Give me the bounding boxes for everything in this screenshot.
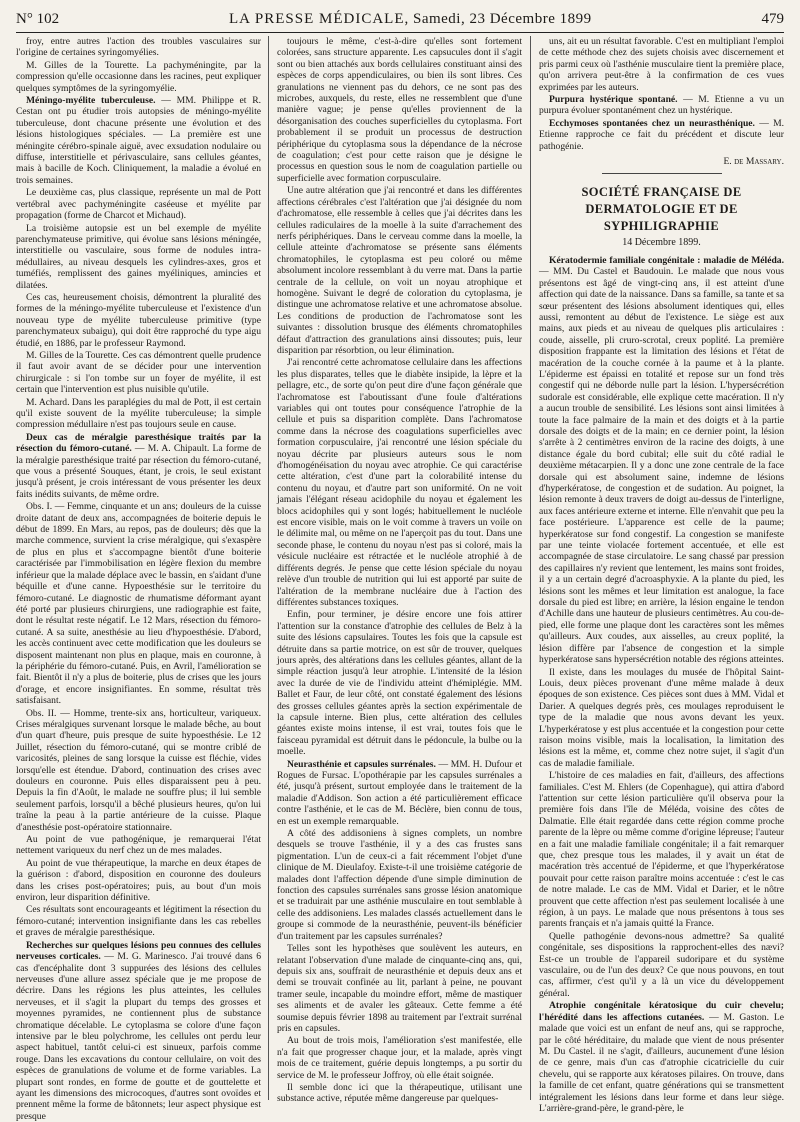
section-heading: Deux cas de méralgie paresthésique traités par la résection du fémoro-cutané. <box>16 431 261 455</box>
author-signature: E. de Massary. <box>723 156 784 168</box>
paragraph <box>16 501 261 706</box>
section-heading: Méningo-myélite tuberculeuse. <box>26 95 156 107</box>
issue-date: , Samedi, 23 Décembre 1899 <box>404 10 592 27</box>
paragraph <box>16 858 261 904</box>
paragraph-text: Le deuxième cas, plus classique, représente un mal de Pott vertébral avec pachyméningite caséeuse et myélite par propagation (forme de Charcot et Michaud). <box>16 187 261 222</box>
paragraph <box>277 943 522 1034</box>
paragraph <box>16 940 261 1122</box>
section-heading: Atrophie congénitale kératosique du cuir chevelu; l'hérédité dans les affections cutanées. <box>539 1000 784 1023</box>
paragraph-text: J'ai rencontré cette achromatose cellulaire dans les affections les plus disparates, telles que le diabète insipide, la lèpre et la pellagre, etc., de sorte qu'on peut dire d'une façon générale que l'achromatose est l'aboutissant d'une foule d'altérations variables qui ont toutes pour conséquence l'atrophie de la cellule et puis sa disparition complète. Dans l'achromatose comme dans la nécrose des coagulations superficielles avec formation corpusculaire, j'ai rencontré une lésion spéciale du noyau décrite par plusieurs auteurs sous le nom d'homogénéisation du noyau avec atrophie. Ce qui caractérise cette altération, c'est d'une part la colorabilité intense du contenu du noyau, et d'autre part son uniformité. On ne voit jamais l'élégant réseau acidophile du noyau et également les blocs acidophiles qui y sont logés; habituellement le nucléole est encore visible, mais on le voit comme à travers un voile on le délimite mal, ou même on ne l'aperçoit pas du tout. Dans une seconde phase, le contenu du noyau n'est pas si coloré, mais la vésicule nucléaire est rétractée et le nucléole atrophié à de différents degrés. Je pense que cette lésion spéciale du noyau relève d'un trouble de nutrition qui lui est apporté par suite de l'altération de la membrane nucléaire due à l'action des différentes substances toxiques. <box>277 357 522 608</box>
paragraph <box>16 904 261 938</box>
paragraph <box>539 255 784 666</box>
paragraph <box>16 95 261 186</box>
paragraph <box>539 94 784 117</box>
section-heading: Neurasthénie et capsules surrénales. <box>287 758 436 770</box>
paragraph-text: — MM. Philippe et R. Cestan ont pu étudier trois autopsies de méningo-myélite tuberculeuse, dont chacune présente une évolution et des lésions histologiques spéciales. — La première est une méningite cérébro-spinale aiguë, avec exsudation nodulaire ou diffuse, interstitielle et périvasculaire, sans cellules géantes, mais à bacille de Koch. Cliniquement, la maladie a évolué en trois semaines. <box>16 95 262 186</box>
column-2 <box>277 36 522 1105</box>
paragraph <box>539 1000 784 1114</box>
column-3-body <box>539 255 784 1114</box>
paragraph <box>16 834 261 857</box>
paragraph <box>539 667 784 770</box>
paragraph <box>16 708 261 833</box>
paragraph <box>277 357 522 608</box>
paragraph-text: — M. G. Marinesco. J'ai trouvé dans 6 cas d'encéphalite dont 3 suppurées des lésions des cellules nerveuses d'une allure assez spéciale que je me propose de décrire. Dans les régions les plus atteintes, les cellules nerveuses, et il s'agit la plupart du temps des grosses et moyennes pyramides, ne contiennent plus de substance chromatique décelable. Le cytoplasma se colore d'une façon intensive par le bleu polychrome, les cellules ont perdu leur aspect habituel, tantôt celui-ci est sinueux, parfois comme rouge. Dans les excavations du contour cellulaire, on voit des espèces de granulations de volume et de forme variables. La plupart sont rondes, en forme de goutte et de gouttelette et ayant les dimensions des microcoques, d'autres sont ovoïdes et prennent même la forme de bâtonnets; leur aspect physique est presque <box>16 951 261 1122</box>
paragraph-text: M. Achard. Dans les paraplégies du mal de Pott, il est certain qu'il existe souvent de la myélite tuberculeuse; la simple compression médullaire n'est pas toujours seule en cause. <box>16 396 261 431</box>
paragraph <box>16 60 261 94</box>
paragraph-text: froy, entre autres l'action des troubles vasculaires sur l'origine de certaines syringomyélies. <box>16 36 261 59</box>
section-heading: Purpura hystérique spontané. <box>549 94 678 106</box>
paragraph <box>539 770 784 930</box>
page-number: 479 <box>761 10 784 27</box>
section-heading: Kératodermie familiale congénitale : maladie de Méléda. <box>549 254 784 266</box>
paragraph <box>277 1082 522 1105</box>
paragraph-text: A côté des addisoniens à signes complets, un nombre desquels se trouve l'asthénie, il y a des cas frustes sans pigmentation. L'un de ceux-ci a fait récemment l'objet d'une clinique de M. Dieulafoy. Existe-t-il une troisième catégorie de malades dont l'affection dépende d'une simple diminution de fonction des capsules surrénales sans grosse lésion anatomique et se traduirait par une asthénie musculaire en tout semblable à celle des addisoniens. Les malades classés actuellement dans le groupe si commode de la neurasthénie, peuvent-ils bénéficier d'un traitement par les capsules surrénales? <box>277 828 522 942</box>
paragraph <box>277 36 522 184</box>
paragraph <box>16 432 261 500</box>
paragraph <box>277 609 522 757</box>
paragraph-text: — MM. Du Castel et Baudouin. Le malade que nous vous présentons est âgé de vingt-cinq ans, il est atteint d'une affection qui date de la naissance. Dans sa famille, sa tante et sa sœur présentent des lésions absolument identiques qui, elles aussi, remontent au début de l'existence. Le siège est aux mains, aux pieds et au niveau de quelques plis articulaires : coude, aisselle, pli cruro-scrotal, creux poplité. La première disposition frappante est la limitation des lésions et l'état de macération de la couche cornée à la paume et à la plante. L'épiderme est épaissi en totalité et repose sur un fond très congestif qui ne déborde nulle part la lésion. L'hypersécrétion sudorale est considérable, elle explique cette macération. Il n'y a aucun trouble de sensibilité. Les lésions sont ainsi limitées à toute la face palmaire de la main et des doigts et à la partie dorsale des doigts et de la main; en ce dernier point, la lésion s'arrête à 2 centimètres environ de la racine des doigts, à une distance égale du bord cubital; elle suit du côté radial le deuxième métacarpien. Il y a donc une zone centrale de la face dorsale qui est absolument saine, indemne de lésions d'hyperkératose, de congestion et de sudation. Au poignet, la lésion remonte à deux travers de doigt au-dessus de l'interligne, aux faces antérieure externe et interne. Elle n'envahit que peu la face postérieure. L'apparence est celle de la paume; hyperkératose sur fond congestif. La congestion se manifeste par une teinte violacée fortement accentuée, et elle est accompagnée de stase circulatoire. Le sang chassé par pression des capillaires n'y revient que lentement, les mains sont froides, il y a un certain degré d'acroasphyxie. A la plante du pied, les lésions sont les mêmes et leur limitation est analogue, la face dorsale du pied est libre; en arrière, la lésion engaine le tendon d'Achille dans une hauteur de plusieurs centimètres. Au cou-de-pied, elle forme une plaque dont les caractères sont les mêmes qu'ailleurs. Aux coudes, aux aisselles, au creux poplité, la lésion diffère par l'absence de congestion et la simple hyperkératose sans hypersécrétion notable des régions atteintes. <box>539 266 784 666</box>
paragraph-text: — MM. H. Dufour et Rogues de Fursac. L'opothérapie par les capsules surrénales a été, jusqu'à présent, surtout employée dans le traitement de la maladie d'Addison. Son action a été particulièrement efficace contre l'asthénie, et le cas de M. Béclère, bien connu de tous, en est un exemple remarquable. <box>277 758 522 827</box>
paragraph <box>277 759 522 827</box>
column-divider <box>268 36 269 1100</box>
column-3-top <box>539 36 784 152</box>
paragraph <box>539 118 784 152</box>
masthead <box>16 6 784 33</box>
paragraph <box>16 36 261 59</box>
section-rule <box>602 173 722 174</box>
paragraph-text: — M. Gaston. Le malade que voici est un enfant de neuf ans, qui se rapproche, par le côté héréditaire, du malade que vient de nous présenter M. Du Castel. il ne s'agit, d'ailleurs, aucunement d'une lésion de ce genre, mais d'un cas d'atrophie cicatricielle du cuir chevelu, qui se rapporte aux kératoses pilaires. On trouve, dans la famille de cet enfant, quatre générations qui se transmettent intégralement les lésions dans leur forme et dans leur siège. L'arrière-grand-père, le grand-père, le <box>539 1011 784 1114</box>
column-3 <box>539 36 784 1114</box>
paragraph-text: — M. Etienne a vu un purpura évoluer spontanément chez un hystérique. <box>539 94 784 117</box>
paragraph-text: M. Gilles de la Tourette. Ces cas démontrent quelle prudence il faut avoir avant de se décider pour une intervention chirurgicale : si l'on tombe sur un foyer de myélite, il est certain que l'intervention est plus nuisible qu'utile. <box>16 349 261 396</box>
paragraph-text: Quelle pathogénie devons-nous admettre? Sa qualité congénitale, ses dispositions la rapprochent-elles des nævi? Est-ce un trouble de l'appareil sudoripare et du système vasculaire, ou de l'un des deux? Ce que nous pouvons, en tout cas, affirmer, c'est qu'il y a là un vice du développement général. <box>539 930 784 999</box>
paragraph-text: Au point de vue pathogénique, je remarquerai l'état nettement variqueux du nerf chez un de mes malades. <box>16 834 261 857</box>
paragraph-text: Au point de vue thérapeutique, la marche en deux étapes de la guérison : d'abord, disposition en couronne des douleurs dans les crises post-opératoires; puis, au bout d'un mois environ, leur disparition définitive. <box>16 857 261 904</box>
paragraph <box>16 292 261 349</box>
paragraph <box>277 828 522 942</box>
paragraph-text: Enfin, pour terminer, je désire encore une fois attirer l'attention sur la constance d'atrophie des cellules de Belz à la suite des lésions capsulaires. Toutes les fois que la capsule est détruite dans sa partie motrice, on est sûr de trouver, quelques jours après, des altérations dans les cellules géantes, allant de la simple réaction jusqu'à leur atrophie. L'intensité de la lésion avec la durée de vie de l'individu atteint d'hémiplégie. MM. Ballet et Faur, de leur côté, ont constaté également des lésions des grosses cellules géantes après la section expérimentale de la capsule interne. Bien plus, cette altération des cellules géantes existe moins intense, il est vrai, toutes fois que le faisceau pyramidal est détruit dans le pédoncule, la bulbe ou la moelle. <box>277 609 522 758</box>
column-divider <box>530 36 531 1100</box>
paragraph-text: Il semble donc ici que la thérapeutique, utilisant une substance active, réputée même dangereuse par quelques- <box>277 1081 522 1105</box>
paragraph-text: uns, ait eu un résultat favorable. C'est en multipliant l'emploi de cette méthode chez des sujets choisis avec discernement et pris parmi ceux où l'asthénie musculaire tient la première place, qu'on arrivera peut-être à la confirmation de ces vues exprimées par les auteurs. <box>539 36 784 93</box>
masthead-title <box>229 11 592 28</box>
section-heading: Ecchymoses spontanées chez un neurasthénique. <box>549 117 755 129</box>
paragraph-text: Ces résultats sont encourageants et légitiment la résection du fémoro-cutané; intervention insignifiante dans les cas rebelles et graves de méralgie paresthésique. <box>16 904 261 939</box>
paragraph-text: La troisième autopsie est un bel exemple de myélite parenchymateuse primitive, qui évolue sans lésions méningée, interstitielle ou vasculaire, sous forme de nodules intra-médullaires, au niveau desquels les cylindres-axes, gros et tuméfiés, remplissent des gaines myéliniques, amincies et dilatées. <box>16 222 261 291</box>
paragraph-text: Une autre altération que j'ai rencontré et dans les différentes affections cérébrales c'est l'altération que j'ai désignée du nom d'achromatose, elle ressemble à celles que j'ai décrites dans les cellules radiculaires de la moelle à la suite d'arrachement des nerfs périphériques. Dans le cerveau comme dans la moelle, la cellule atteinte d'achromatose se présente sans éléments chromatophiles, le cytoplasma est peu coloré ou même absolument incolore ressemblant à du verre mat. Dans la partie centrale de la cellule, on voit un noyau atrophique et homogène. Suivant le degré de coloration du cytoplasma, je distingue une achromatose relative et une achromatose absolue. Les conditions de production de l'achromatose sont les suivantes : dissolution brusque des éléments chromatophiles défaut d'attraction des granulations ainsi dissoutes; puis, leur disparition par résorbtion, ou leur élimination. <box>277 185 522 356</box>
paragraph-text: Obs. II. — Homme, trente-six ans, horticulteur, variqueux. Crises méralgiques survenant lorsque le malade bêche, au bout d'un quart d'heure, puis presque de suite hypoesthésie. Le 12 Juillet, résection du fémoro-cutané, qui se montre criblé de varicosités, pleines de sang lorsque la cuisse est fléchie, vides lorsqu'elle est étendue. D'abord, continuation des crises avec douleurs en couronne. Puis elles disparaissent peu à peu. Depuis la fin d'Août, le malade ne souffre plus; il lui semble seulement parfois, lorsqu'il a bêché plusieurs heures, qu'on lui traîne la peau à la partie antérieure de la cuisse. Plaque d'anesthésie post-opératoire stationnaire. <box>16 707 261 833</box>
paragraph-text: — M. Etienne rapproche ce fait du précédent et discute leur pathogénie. <box>539 117 784 152</box>
paragraph <box>277 1035 522 1081</box>
paragraph <box>539 931 784 999</box>
paragraph-text: Telles sont les hypothèses que soulèvent les auteurs, en relatant l'observation d'une malade de cinquante-cinq ans, qui, depuis six ans, souffrait de neurasthénie et depuis deux ans et demi se trouvait confinée au lit, parlant à peine, ne pouvant tramer seule, incapable du moindre effort, même de mastiquer ses aliments et de avaler les gâteaux. Cette femme a été soumise depuis février 1898 au traitement par l'extrait surrénal pris en capsules. <box>277 943 522 1034</box>
paragraph <box>16 397 261 431</box>
paragraph <box>16 187 261 221</box>
paragraph <box>16 350 261 396</box>
paragraph <box>539 36 784 93</box>
journal-name: LA PRESSE MÉDICALE <box>228 10 405 27</box>
paragraph-text: Obs. I. — Femme, cinquante et un ans; douleurs de la cuisse droite datant de deux ans, accompagnées de boiterie depuis le début de 1899. En Mars, au repos, pas de douleurs; dès que la marche commence, survient la crise méralgique, qui s'exaspère de plus en plus et s'accompagne bientôt d'une boiterie caractérisée par l'immobilisation en légère flexion du membre inférieur que la malade déplace avec le bassin, en s'aidant d'une béquille et d'une canne. Hypoesthésie sur le territoire du fémoro-cutané. Le diagnostic de rhumatisme déformant ayant été porté par plusieurs chirurgiens, une radiographie est faite, dont le résultat reste négatif. Le 12 Mars, résection du fémoro-cutané. A sa suite, anesthésie au lieu d'hypoesthésie. D'abord, les accès continuent avec cette modification que les douleurs se disposent maintenant non plus en plaque, mais en couronne, à la périphérie du fémoro-cutané. Puis, en Avril, l'amélioration se fait. Bientôt il n'y a plus de boiterie, plus de crises que les jours d'orage, et encore insignifiantes. En somme, résultat très satisfaisant. <box>16 501 261 707</box>
paragraph-text: L'histoire de ces maladies en fait, d'ailleurs, des affections familiales. C'est M. Ehlers (de Copenhague), qui attira d'abord l'attention sur cette lésion particulière qu'il observa pour la première fois dans l'île de Méléda, voisine des côtes de Dalmatie. Elle était regardée dans cette région comme proche parente de la lèpre ou même comme d'origine lépreuse; l'auteur en a fait une maladie familiale congénitale; il a fait remarquer que, chez presque tous les malades, il y avait un état de macération très accentué de l'épiderme, et que l'hyperkératose pouvait pour cette raison paraître moins accentuée : c'est le cas de notre malade. Le cas de MM. Vidal et Darier, et le nôtre prouvent que cette affection n'est pas seulement localisée à une région, à un pays. Le malade que nous présentons à tous ses parents français et n'a jamais quitté la France. <box>539 770 784 930</box>
column-1 <box>16 36 262 1122</box>
paragraph <box>277 185 522 356</box>
paragraph-text: Il existe, dans les moulages du musée de l'hôpital Saint-Louis, deux pièces provenant d'une même malade à deux époques de son existence. Ces pièces sont dues à MM. Vidal et Darier. A quelques degrés près, ces moulages reproduisent le type de la maladie que nous avons devant les yeux. L'hyperkératose y est plus accentuée et la congestion pour cette raison moins visible, mais la localisation, la limitation des lésions est la même, et, comme chez notre sujet, il s'agit d'un cas de maladie familiale. <box>539 666 784 769</box>
session-date: 14 Décembre 1899. <box>622 237 701 249</box>
paragraph-text: M. Gilles de la Tourette. La pachyméningite, par la compression qu'elle occasionne dans les racines, peut expliquer quelques symptômes de la syringomyélie. <box>16 59 261 94</box>
paragraph-text: Ces cas, heureusement choisis, démontrent la pluralité des formes de la méningo-myélite tuberculeuse et l'existence d'un nouveau type de myélite tuberculeuse primitive (type parenchymateux subaigu), qui doit être rapproché du type aigu étudié, en 1886, par le professeur Raymond. <box>16 291 261 349</box>
issue-number: N° 102 <box>16 10 60 27</box>
society-heading: SOCIÉTÉ FRANÇAISE DE DERMATOLOGIE ET DE SYPHILIGRAPHIE <box>581 185 742 234</box>
paragraph <box>16 223 261 291</box>
section-heading: Recherches sur quelques lésions peu connues des cellules nerveuses corticales. <box>16 939 261 963</box>
paragraph-text: Au bout de trois mois, l'amélioration s'est manifestée, elle n'a fait que progresser chaque jour, et la malade, après vingt mois de ce traitement, guérie depuis longtemps, a pu sortir du service de M. le professeur Joffroy, où elle était soignée. <box>277 1035 522 1081</box>
paragraph-text: toujours le même, c'est-à-dire qu'elles sont fortement colorées, sans structure apparente. Les capsucules dont il s'agit sont ou bien attachés aux bords cellulaires constituant ainsi des espèces de corps appendiculaires, ou bien ils sont libres. Ces granulations ne viennent pas du dehors, ce ne sont pas des microbes, auxquels, du reste, elles ne ressemblent que d'une manière vague; je pense qu'elles proviennent de la désorganisation des couches superficielles du cytoplasma. Fort probablement il se produit un processus de destruction périphérique du cytoplasma sous la dépendance de la nécrose de coagulation; c'est pour cette raison que je désigne le processus en question sous le nom de coagulation partielle ou superficielle avec formation corpusculaire. <box>277 36 522 184</box>
paragraph-text: — M. A. Chipault. La forme de la méralgie paresthésique traité par résection du fémoro-cutané, que vous a présenté Souques, étant, je crois, le seul existant jusqu'à présent, je crois intéressant de vous présenter les deux faits inédits suivants, de même ordre. <box>16 443 261 500</box>
